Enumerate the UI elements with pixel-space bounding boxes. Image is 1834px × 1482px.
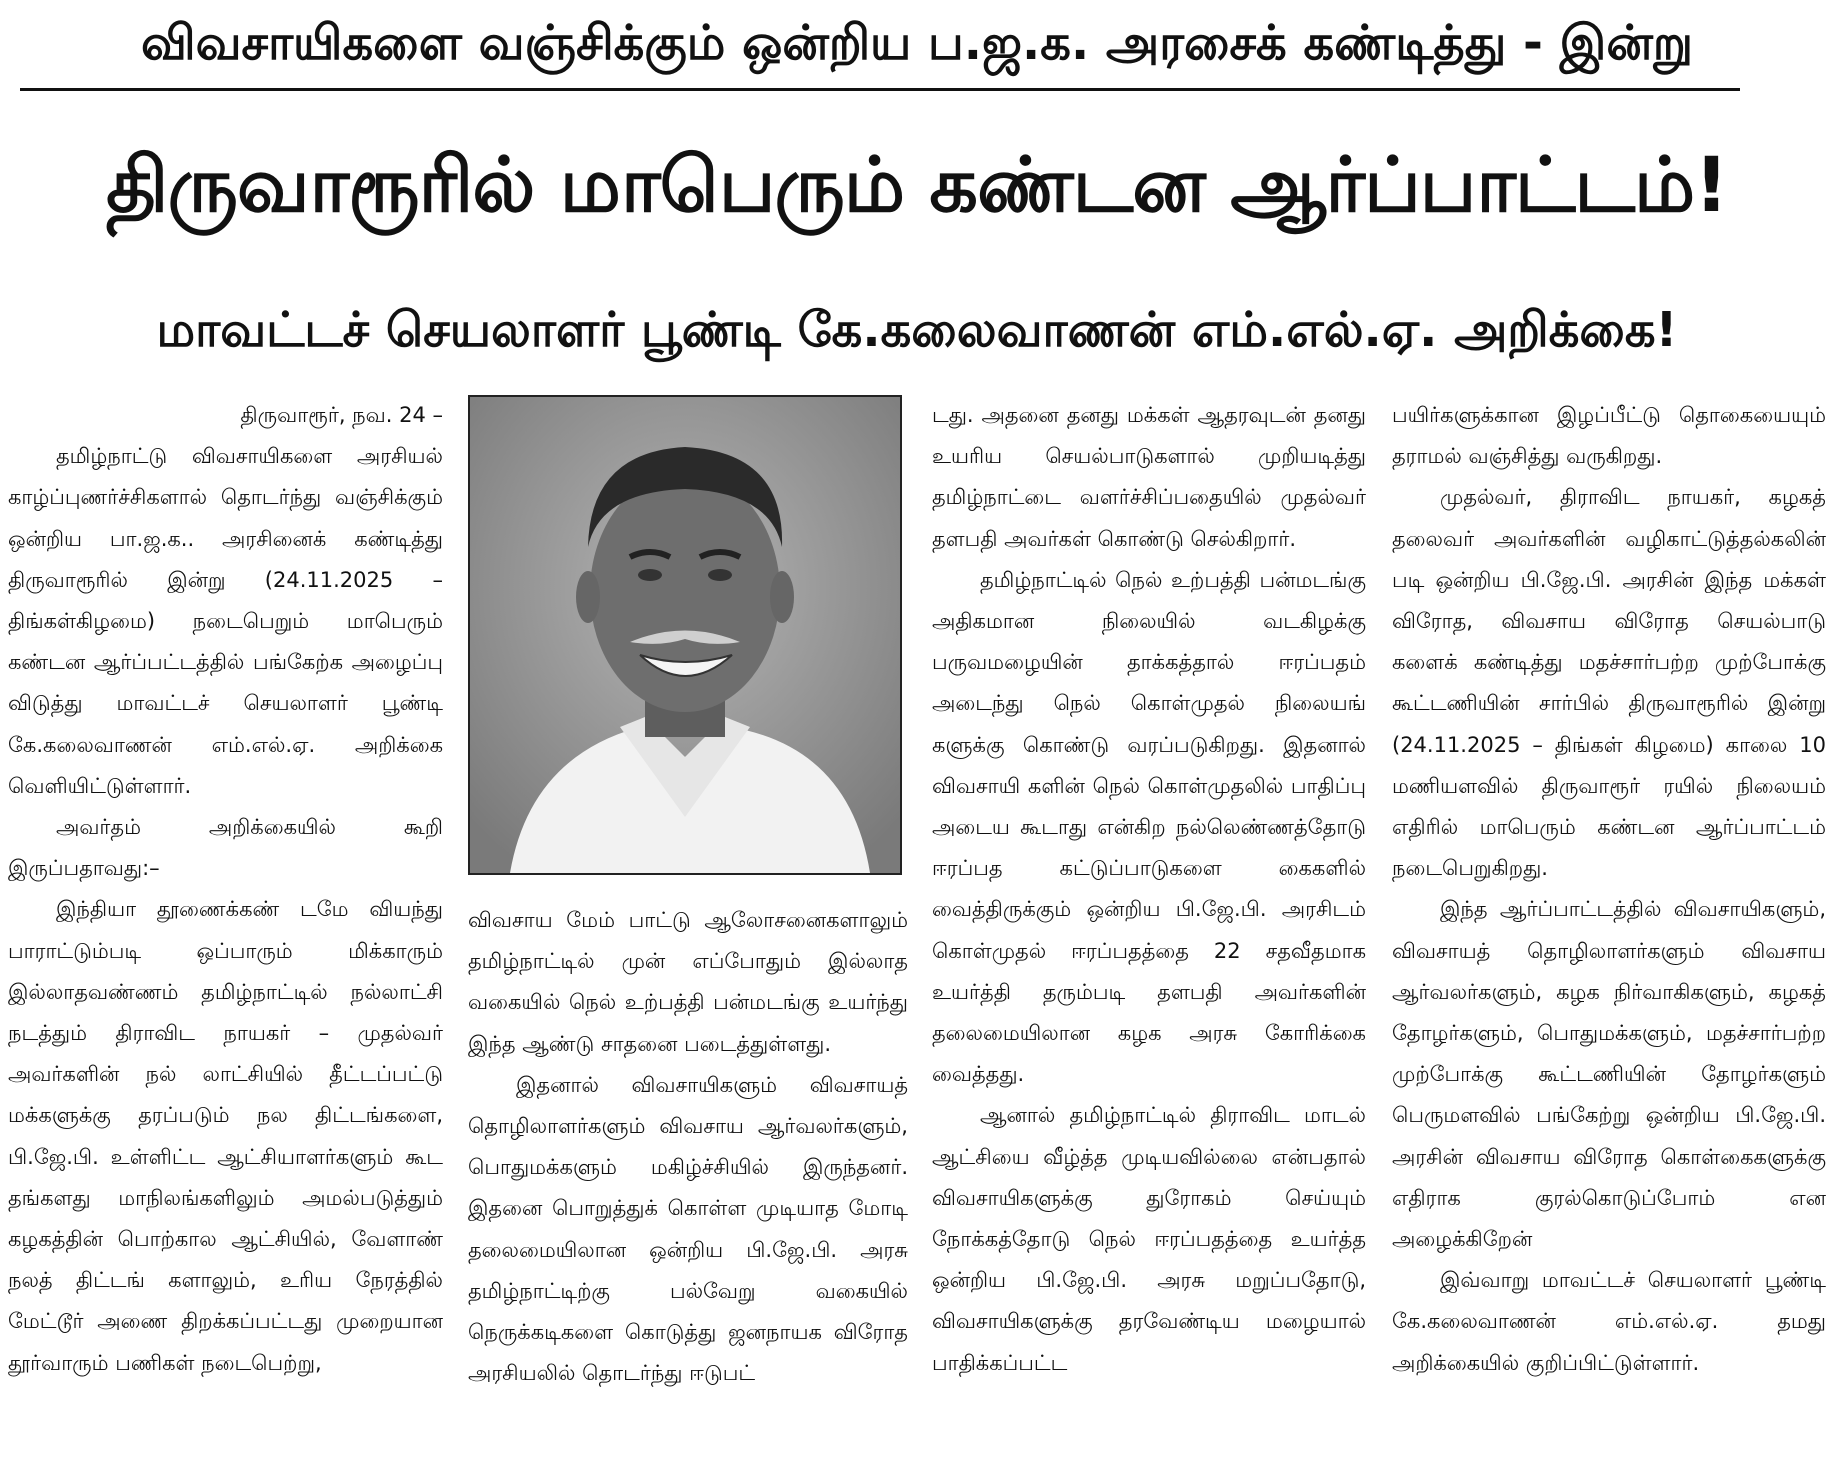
paragraph: இதனால் விவசாயிகளும் விவசாயத் தொழிலாளர்களும் விவசாய ஆர்வலர்களும், பொதுமக்களும் மகிழ்ச்சியில் இருந்தனர். இதனை பொறுத்துக் கொள்ள முடியாத மோடி தலைமையிலான ஒன்றிய பி.ஜே.பி. அரசு தமிழ்நாட்டிற்கு பல்வேறு வகையில் நெருக்கடிகளை கொடுத்து ஜனநாயக விரோத அரசியலில் தொடர்ந்து ஈடுபட் bbox=[468, 1072, 908, 1386]
dateline: திருவாரூர், நவ. 24 – bbox=[240, 403, 443, 427]
paragraph: தமிழ்நாட்டு விவசாயிகளை அரசியல் காழ்ப்புணர்ச்சிகளால் தொடர்ந்து வஞ்சிக்கும் ஒன்றிய பா.ஜ.க.. அரசினைக் கண்டித்து திருவாரூரில் இன்று (24.11.2025 – திங்கள்கிழமை) நடைபெறும் மாபெரும் கண்டன ஆர்ப்பட்டத்தில் பங்கேற்க அழைப்பு விடுத்து மாவட்டச் செயலாளர் பூண்டி கே.கலைவாணன் எம்.எல்.ஏ. அறிக்கை வெளியிட்டுள்ளார். bbox=[8, 444, 443, 798]
paragraph: பயிர்களுக்கான இழப்பீட்டு தொகையையும் தராமல் வஞ்சித்து வருகிறது. bbox=[1392, 403, 1826, 469]
paragraph: இந்தியா தூணைக்கண் டமே வியந்து பாராட்டும்படி ஒப்பாரும் மிக்காரும் இல்லாதவண்ணம் தமிழ்நாட்டில் நல்லாட்சி நடத்தும் திராவிட நாயகர் – முதல்வர் அவர்களின் நல் லாட்சியில் தீட்டப்பட்டு மக்களுக்கு தரப்படும் நல திட்டங்களை, பி.ஜே.பி. உள்ளிட்ட ஆட்சியாளர்களும் கூட தங்களது மாநிலங்களிலும் அமல்படுத்தும் கழகத்தின் பொற்கால ஆட்சியில், வேளாண் நலத் திட்டங் களாலும், உரிய நேரத்தில் மேட்டூர் அணை திறக்கப்பட்டது முறையான தூர்வாரும் பணிகள் நடைபெற்று, bbox=[8, 897, 443, 1375]
paragraph: டது. அதனை தனது மக்கள் ஆதரவுடன் தனது உயரிய செயல்பாடுகளால் முறியடித்து தமிழ்நாட்டை வளர்ச்சிப்பதையில் முதல்வர் தளபதி அவர்கள் கொண்டு செல்கிறார். bbox=[932, 403, 1366, 551]
kicker-headline: விவசாயிகளை வஞ்சிக்கும் ஒன்றிய ப.ஜ.க. அரசைக் கண்டித்து - இன்று bbox=[140, 15, 1694, 71]
header-rule bbox=[20, 88, 1740, 91]
paragraph: விவசாய மேம் பாட்டு ஆலோசனைகளாலும் தமிழ்நாட்டில் முன் எப்போதும் இல்லாத வகையில் நெல் உற்பத்தி பன்மடங்கு உயர்ந்து இந்த ஆண்டு சாதனை படைத்துள்ளது. bbox=[468, 908, 908, 1056]
paragraph: இவ்வாறு மாவட்டச் செயலாளர் பூண்டி கே.கலைவாணன் எம்.எல்.ஏ. தமது அறிக்கையில் குறிப்பிட்டுள்ளார். bbox=[1392, 1268, 1826, 1375]
article-column-4 bbox=[1392, 395, 1826, 1384]
paragraph: அவர்தம் அறிக்கையில் கூறி இருப்பதாவது:– bbox=[8, 815, 443, 881]
sub-headline: மாவட்டச் செயலாளர் பூண்டி கே.கலைவாணன் எம்.எல்.ஏ. அறிக்கை! bbox=[156, 302, 1678, 358]
paragraph: இந்த ஆர்ப்பாட்டத்தில் விவசாயிகளும், விவசாயத் தொழிலாளர்களும் விவசாய ஆர்வலர்களும், கழக நிர்வாகிகளும், கழகத் தோழர்களும், பொதுமக்களும், மதச்சார்பற்ற முற்போக்கு கூட்டணியின் தோழர்களும் பெருமளவில் பங்கேற்று ஒன்றிய பி.ஜே.பி. அரசின் விவசாய விரோத கொள்கைகளுக்கு எதிராக குரல்கொடுப்போம் என அழைக்கிறேன் bbox=[1392, 897, 1826, 1252]
article-column-1 bbox=[8, 395, 443, 1384]
portrait-illustration bbox=[470, 397, 900, 873]
main-headline: திருவாரூரில் மாபெரும் கண்டன ஆர்ப்பாட்டம்! bbox=[106, 140, 1728, 229]
paragraph: தமிழ்நாட்டில் நெல் உற்பத்தி பன்மடங்கு அதிகமான நிலையில் வடகிழக்கு பருவமழையின் தாக்கத்தால் ஈரப்பதம் அடைந்து நெல் கொள்முதல் நிலையங் களுக்கு கொண்டு வரப்படுகிறது. இதனால் விவசாயி களின் நெல் கொள்முதலில் பாதிப்பு அடைய கூடாது என்கிற நல்லெண்ணத்தோடு ஈரப்பத கட்டுப்பாடுகளை கைகளில் வைத்திருக்கும் ஒன்றிய பி.ஜே.பி. அரசிடம் கொள்முதல் ஈரப்பதத்தை 22 சதவீதமாக உயர்த்தி தரும்படி தளபதி அவர்களின் தலைமையிலான கழக அரசு கோரிக்கை வைத்தது. bbox=[932, 567, 1366, 1087]
mla-portrait-photo bbox=[468, 395, 902, 875]
article-column-2 bbox=[468, 900, 908, 1394]
paragraph: ஆனால் தமிழ்நாட்டில் திராவிட மாடல் ஆட்சியை வீழ்த்த முடியவில்லை என்பதால் விவசாயிகளுக்கு துரோகம் செய்யும் நோக்கத்தோடு நெல் ஈரப்பதத்தை உயர்த்த ஒன்றிய பி.ஜே.பி. அரசு மறுப்பதோடு, விவசாயிகளுக்கு தரவேண்டிய மழையால் பாதிக்கப்பட்ட bbox=[932, 1103, 1366, 1375]
article-column-3 bbox=[932, 395, 1366, 1384]
paragraph: முதல்வர், திராவிட நாயகர், கழகத் தலைவர் அவர்களின் வழிகாட்டுத்தல்கலின் படி ஒன்றிய பி.ஜே.பி. அரசின் இந்த மக்கள் விரோத, விவசாய விரோத செயல்பாடு களைக் கண்டித்து மதச்சார்பற்ற முற்போக்கு கூட்டணியின் சார்பில் திருவாரூரில் இன்று (24.11.2025 – திங்கள் கிழமை) காலை 10 மணியளவில் திருவாரூர் ரயில் நிலையம் எதிரில் மாபெரும் கண்டன ஆர்ப்பாட்டம் நடைபெறுகிறது. bbox=[1392, 485, 1826, 881]
